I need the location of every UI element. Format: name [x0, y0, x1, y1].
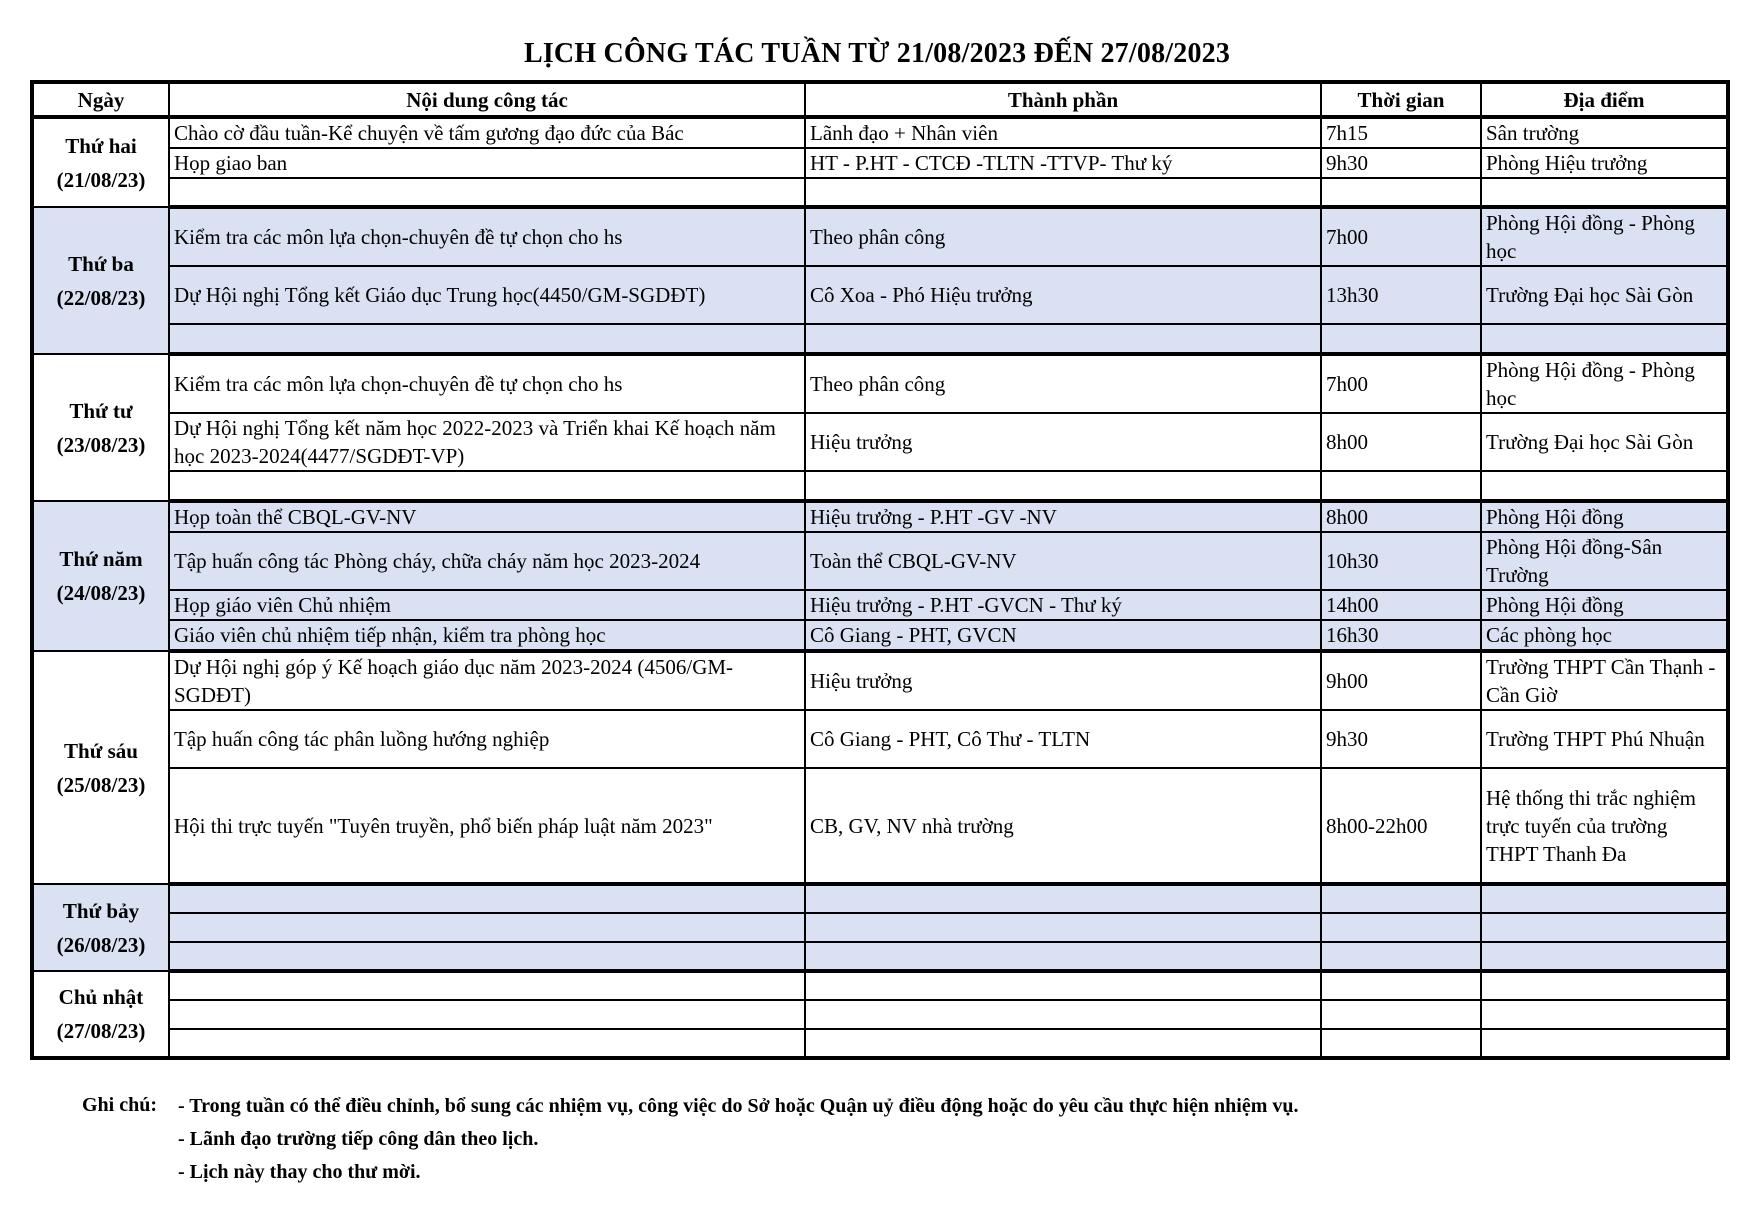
cell-content: Dự Hội nghị góp ý Kế hoạch giáo dục năm 2023-2024 (4506/GM-SGDĐT) [169, 651, 805, 710]
cell-place [1481, 1029, 1728, 1058]
day-cell-sunday [32, 971, 169, 1058]
cell-content: Chào cờ đầu tuần-Kể chuyện về tấm gương đạo đức của Bác [169, 117, 805, 148]
header-content: Nội dung công tác [169, 82, 805, 117]
cell-time: 7h15 [1321, 117, 1481, 148]
schedule-table [30, 80, 1730, 1060]
cell-place: Trường Đại học Sài Gòn [1481, 413, 1728, 471]
table-row [32, 1029, 1728, 1058]
cell-members [805, 913, 1321, 942]
cell-members: Hiệu trưởng [805, 651, 1321, 710]
cell-time: 14h00 [1321, 590, 1481, 620]
cell-content: Họp toàn thể CBQL-GV-NV [169, 501, 805, 532]
cell-members: Theo phân công [805, 354, 1321, 413]
header-time: Thời gian [1321, 82, 1481, 117]
table-row [32, 884, 1728, 913]
cell-members [805, 178, 1321, 207]
table-row [32, 266, 1728, 324]
cell-time: 9h30 [1321, 710, 1481, 768]
cell-content: Họp giao ban [169, 148, 805, 178]
cell-content [169, 913, 805, 942]
cell-time [1321, 913, 1481, 942]
cell-place: Phòng Hội đồng [1481, 501, 1728, 532]
cell-members: Cô Giang - PHT, GVCN [805, 620, 1321, 651]
cell-content [169, 884, 805, 913]
table-row [32, 324, 1728, 354]
cell-members: CB, GV, NV nhà trường [805, 768, 1321, 884]
cell-members: HT - P.HT - CTCĐ -TLTN -TTVP- Thư ký [805, 148, 1321, 178]
cell-time: 16h30 [1321, 620, 1481, 651]
table-row [32, 501, 1728, 532]
cell-members [805, 324, 1321, 354]
cell-place [1481, 942, 1728, 971]
cell-place [1481, 178, 1728, 207]
cell-content: Giáo viên chủ nhiệm tiếp nhận, kiểm tra phòng học [169, 620, 805, 651]
page-title: LỊCH CÔNG TÁC TUẦN TỪ 21/08/2023 ĐẾN 27/08/2023 [523, 38, 1231, 69]
day-date: (25/08/23) [56, 772, 146, 797]
cell-time [1321, 1000, 1481, 1029]
cell-members: Toàn thể CBQL-GV-NV [805, 532, 1321, 590]
cell-time: 9h00 [1321, 651, 1481, 710]
cell-members: Cô Giang - PHT, Cô Thư - TLTN [805, 710, 1321, 768]
table-row [32, 590, 1728, 620]
cell-place: Phòng Hội đồng [1481, 590, 1728, 620]
table-row [32, 710, 1728, 768]
cell-time [1321, 178, 1481, 207]
day-name: Thứ hai [65, 133, 137, 158]
cell-members: Hiệu trưởng - P.HT -GV -NV [805, 501, 1321, 532]
cell-place: Trường Đại học Sài Gòn [1481, 266, 1728, 324]
day-cell-friday [32, 651, 169, 884]
cell-content: Tập huấn công tác Phòng cháy, chữa cháy năm học 2023-2024 [169, 532, 805, 590]
day-date: (22/08/23) [56, 285, 146, 310]
cell-members [805, 884, 1321, 913]
cell-place [1481, 324, 1728, 354]
table-row [32, 148, 1728, 178]
cell-members: Lãnh đạo + Nhân viên [805, 117, 1321, 148]
cell-content: Kiểm tra các môn lựa chọn-chuyên đề tự chọn cho hs [169, 354, 805, 413]
note-line: - Lãnh đạo trường tiếp công dân theo lịch. [178, 1128, 539, 1150]
cell-content [169, 971, 805, 1000]
cell-members [805, 971, 1321, 1000]
note-line: - Lịch này thay cho thư mời. [178, 1161, 421, 1183]
day-date: (27/08/23) [56, 1019, 146, 1043]
cell-place: Phòng Hội đồng - Phòng học [1481, 354, 1728, 413]
cell-members [805, 471, 1321, 501]
cell-members: Theo phân công [805, 207, 1321, 266]
cell-members: Hiệu trưởng - P.HT -GVCN - Thư ký [805, 590, 1321, 620]
cell-content [169, 1000, 805, 1029]
cell-place: Trường THPT Cần Thạnh - Cần Giờ [1481, 651, 1728, 710]
cell-time: 7h00 [1321, 354, 1481, 413]
day-name: Thứ tư [69, 398, 133, 423]
table-row [32, 532, 1728, 590]
day-date: (26/08/23) [56, 932, 146, 957]
cell-place: Sân trường [1481, 117, 1728, 148]
table-row [32, 178, 1728, 207]
cell-content [169, 1029, 805, 1058]
notes-lines [178, 1094, 1578, 1193]
note-line: - Trong tuần có thể điều chỉnh, bổ sung các nhiệm vụ, công việc do Sở hoặc Quận uỷ điều động hoặc do yêu cầu thực hiện nhiệm vụ. [178, 1095, 1299, 1117]
day-cell-wednesday [32, 354, 169, 501]
table-row [32, 1000, 1728, 1029]
table-row [32, 471, 1728, 501]
cell-members [805, 942, 1321, 971]
cell-time [1321, 1029, 1481, 1058]
cell-time: 8h00 [1321, 501, 1481, 532]
table-row [32, 620, 1728, 651]
table-row [32, 651, 1728, 710]
cell-content [169, 942, 805, 971]
cell-content: Dự Hội nghị Tổng kết Giáo dục Trung học(4450/GM-SGDĐT) [169, 266, 805, 324]
cell-time: 13h30 [1321, 266, 1481, 324]
cell-time [1321, 324, 1481, 354]
cell-content [169, 324, 805, 354]
cell-time: 10h30 [1321, 532, 1481, 590]
day-cell-thursday [32, 501, 169, 651]
cell-time [1321, 971, 1481, 1000]
cell-content: Họp giáo viên Chủ nhiệm [169, 590, 805, 620]
table-row [32, 971, 1728, 1000]
cell-place: Hệ thống thi trắc nghiệm trực tuyến của trường THPT Thanh Đa [1481, 768, 1728, 884]
table-row [32, 942, 1728, 971]
day-cell-saturday [32, 884, 169, 971]
table-row [32, 913, 1728, 942]
cell-place: Các phòng học [1481, 620, 1728, 651]
cell-content: Kiểm tra các môn lựa chọn-chuyên đề tự chọn cho hs [169, 207, 805, 266]
cell-members [805, 1000, 1321, 1029]
cell-time [1321, 471, 1481, 501]
header-row [32, 82, 1728, 117]
cell-time: 7h00 [1321, 207, 1481, 266]
cell-place [1481, 1000, 1728, 1029]
day-name: Thứ bảy [62, 898, 140, 923]
cell-time: 8h00 [1321, 413, 1481, 471]
day-cell-tuesday [32, 207, 169, 354]
table-row [32, 354, 1728, 413]
cell-content: Dự Hội nghị Tổng kết năm học 2022-2023 và Triển khai Kế hoạch năm học 2023-2024(4477/SGDĐT-VP) [169, 413, 805, 471]
cell-members: Hiệu trưởng [805, 413, 1321, 471]
day-name: Thứ ba [68, 251, 134, 276]
table-row [32, 768, 1728, 884]
cell-time: 9h30 [1321, 148, 1481, 178]
cell-content [169, 471, 805, 501]
cell-time [1321, 942, 1481, 971]
cell-place [1481, 884, 1728, 913]
table-row [32, 413, 1728, 471]
cell-time [1321, 884, 1481, 913]
header-members: Thành phần [805, 82, 1321, 117]
cell-place: Phòng Hiệu trưởng [1481, 148, 1728, 178]
day-name: Thứ năm [59, 547, 143, 571]
notes-label: Ghi chú: [82, 1094, 158, 1116]
table-row [32, 207, 1728, 266]
day-date: (23/08/23) [56, 432, 146, 457]
cell-members: Cô Xoa - Phó Hiệu trưởng [805, 266, 1321, 324]
cell-place [1481, 971, 1728, 1000]
cell-place: Phòng Hội đồng-Sân Trường [1481, 532, 1728, 590]
cell-time: 8h00-22h00 [1321, 768, 1481, 884]
table-row [32, 117, 1728, 148]
cell-place [1481, 471, 1728, 501]
cell-content [169, 178, 805, 207]
cell-place [1481, 913, 1728, 942]
cell-members [805, 1029, 1321, 1058]
cell-place: Phòng Hội đồng - Phòng học [1481, 207, 1728, 266]
day-date: (24/08/23) [56, 581, 146, 605]
day-name: Chủ nhật [58, 985, 144, 1009]
header-day: Ngày [32, 82, 169, 117]
cell-content: Tập huấn công tác phân luồng hướng nghiệp [169, 710, 805, 768]
cell-content: Hội thi trực tuyến "Tuyên truyền, phổ biến pháp luật năm 2023" [169, 768, 805, 884]
day-name: Thứ sáu [64, 738, 138, 763]
day-cell-monday [32, 117, 169, 207]
cell-place: Trường THPT Phú Nhuận [1481, 710, 1728, 768]
header-place: Địa điểm [1481, 82, 1728, 117]
day-date: (21/08/23) [56, 167, 146, 192]
